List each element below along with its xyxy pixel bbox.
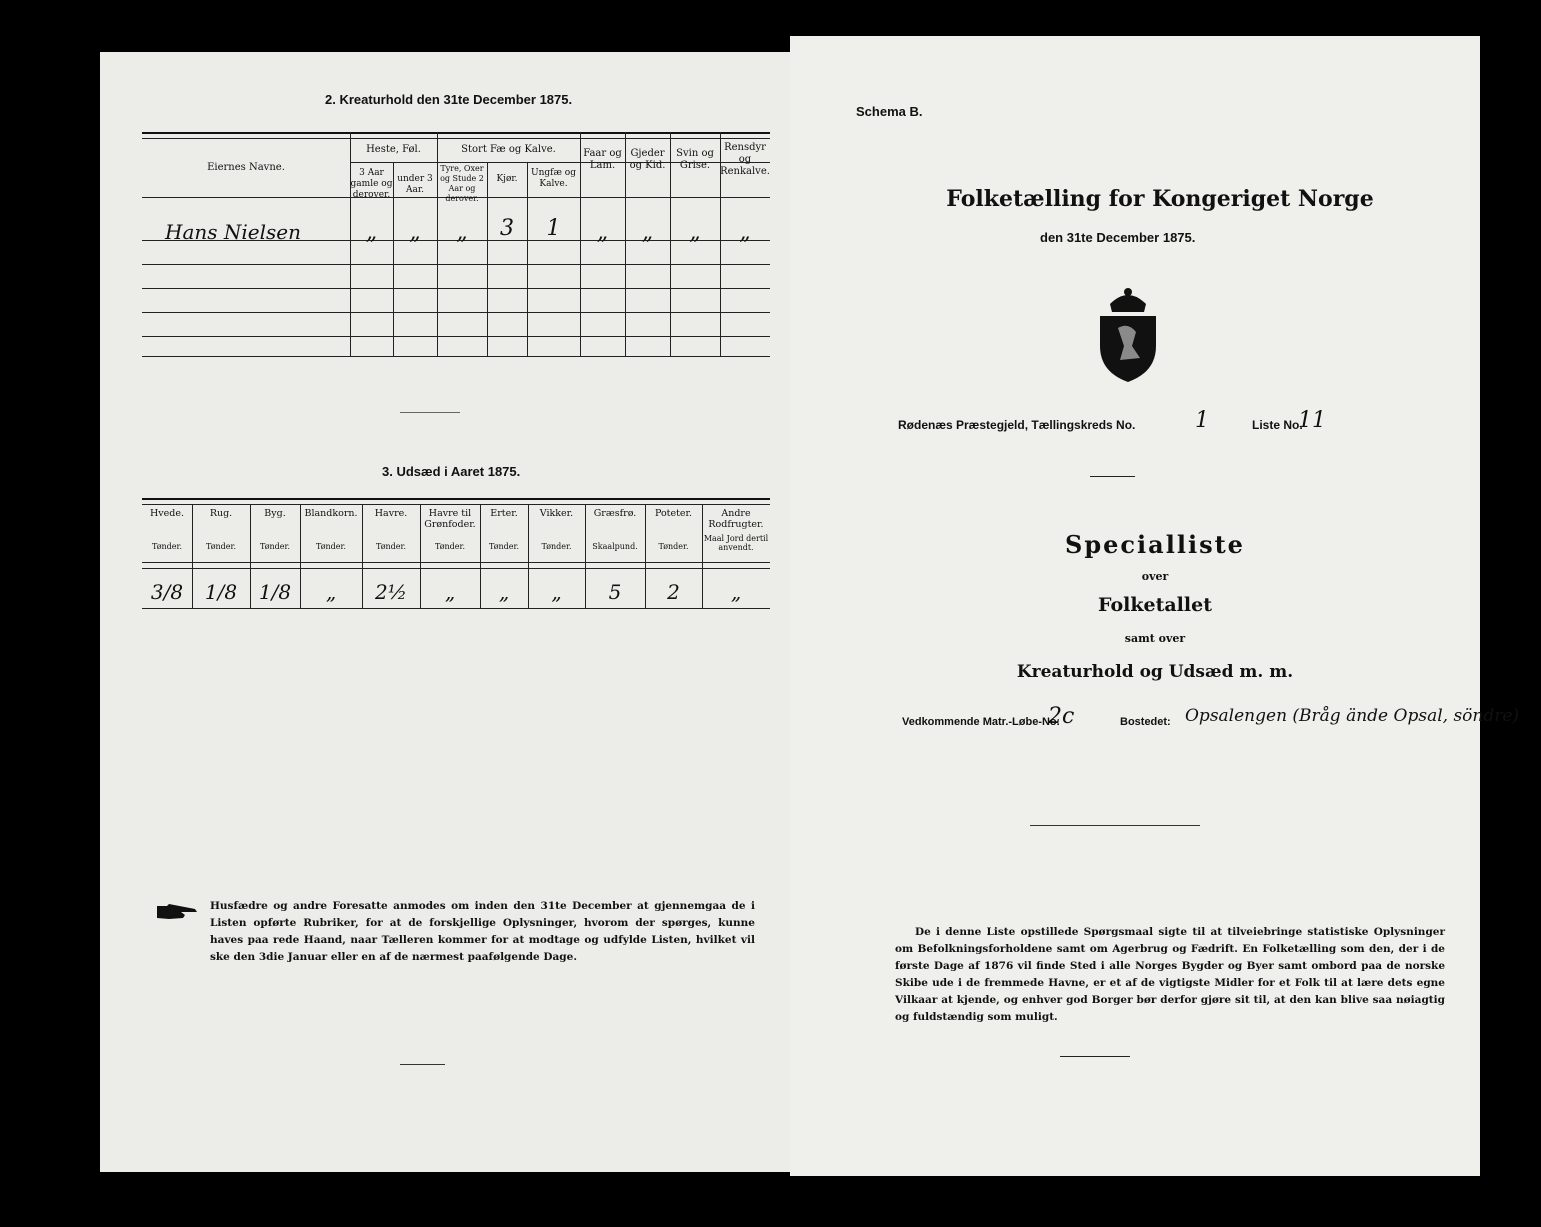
- schema-label: Schema B.: [856, 104, 923, 119]
- norwegian-coat-of-arms-icon: [1090, 284, 1166, 388]
- seed-header-3: Blandkorn.: [304, 508, 358, 519]
- seed-column-divider: [362, 504, 363, 608]
- seed-header-4: Havre.: [374, 508, 408, 519]
- seed-unit-5: Tønder.: [434, 542, 466, 551]
- seed-column-divider: [645, 504, 646, 608]
- seed-unit-10: Maal Jord dertil anvendt.: [703, 534, 769, 552]
- matr-label: Vedkommende Matr.-Løbe-No.: [902, 716, 1060, 728]
- notice-text: Husfædre og andre Foresatte anmodes om inden den 31te December at gjennemgaa de i Listen opførte Rubriker, for at de forskjellige Oplysninger, hvorom der spørges, kunne haves paa rede Haand, naar Tælleren kommer for at modtage og udfylde Listen, hvilket vil ske den 3die Januar eller en af de nærmest paafølgende Dage.: [210, 900, 755, 963]
- cattle-b-value: 3: [500, 216, 514, 241]
- owner-name: Hans Nielsen: [165, 220, 301, 244]
- seed-unit-3: Tønder.: [315, 542, 347, 551]
- horses-header: Heste, Føl.: [366, 144, 421, 155]
- divider: [400, 412, 460, 413]
- over-text: over: [1141, 570, 1169, 583]
- bostedet-label: Bostedet:: [1120, 716, 1171, 728]
- seed-value-9: 2: [667, 580, 680, 604]
- seed-unit-7: Tønder.: [541, 542, 572, 551]
- seed-header-7: Vikker.: [539, 508, 574, 519]
- parish-label: Rødenæs Præstegjeld, Tællingskreds No.: [898, 418, 1136, 432]
- bottom-divider: [1060, 1056, 1130, 1057]
- goats-header: Gjeder og Kid.: [629, 148, 666, 171]
- specialliste-heading: Specialliste: [1065, 530, 1245, 559]
- seed-column-divider: [702, 504, 703, 608]
- seed-column-divider: [585, 504, 586, 608]
- folketallet-heading: Folketallet: [1098, 594, 1212, 616]
- seed-header-2: Byg.: [264, 508, 286, 519]
- section2-title: 2. Kreaturhold den 31te December 1875.: [325, 92, 573, 107]
- divider: [1030, 825, 1200, 826]
- seed-value-5: „: [444, 580, 456, 604]
- seed-column-divider: [480, 504, 481, 608]
- intro-text: De i denne Liste opstillede Spørgsmaal sigte til at tilveiebringe statistiske Oplysninger om Befolkningsforholdene samt om Agerbrug og Fædrift. En Folketælling som den, der i de første Dage af 1876 vil finde Sted i alle Norges Bygder og Byer samt ombord paa de norske Skibe ude i de fremmede Havne, er et af de vigtigste Midler for et Folk til at lære dets egne Vilkaar at kjende, og enhver god Borger bør derfor gjøre sit til, at den kan blive saa nøiagtig og fuldstændig som muligt.: [895, 926, 1445, 1023]
- sheep-header: Faar og Lam.: [583, 148, 622, 171]
- divider: [1090, 476, 1135, 477]
- matr-number: 2c: [1048, 704, 1075, 729]
- seed-header-5: Havre til Grønfoder.: [424, 508, 476, 530]
- bostedet-value: Opsalengen (Bråg ände Opsal, söndre): [1185, 706, 1520, 726]
- seed-unit-9: Tønder.: [658, 542, 689, 551]
- cattle-c-value: 1: [546, 216, 561, 241]
- seed-value-7: „: [551, 580, 562, 604]
- main-title: Folketælling for Kongeriget Norge: [946, 186, 1374, 212]
- right-page: [790, 36, 1520, 1176]
- seed-column-divider: [528, 504, 529, 608]
- seed-value-1: 1/8: [204, 580, 238, 604]
- reindeer-header: Rensdyr og Renkalve.: [720, 142, 770, 177]
- horses-a-value: „: [365, 220, 378, 245]
- seed-value-4: 2½: [374, 580, 408, 604]
- census-date: den 31te December 1875.: [1040, 230, 1196, 245]
- district-number: 1: [1195, 408, 1209, 433]
- goats-value: „: [641, 220, 654, 245]
- reindeer-value: „: [739, 220, 751, 245]
- kreaturhold-heading: Kreaturhold og Udsæd m. m.: [1016, 662, 1294, 682]
- pointing-hand-icon: [155, 902, 201, 926]
- list-number: 11: [1298, 408, 1326, 433]
- seed-value-0: 3/8: [150, 580, 184, 604]
- cattle-a-value: „: [456, 220, 468, 245]
- seed-header-10: Andre Rodfrugter.: [708, 508, 764, 530]
- seed-unit-0: Tønder.: [151, 542, 183, 551]
- horses-b-header: under 3 Aar.: [397, 174, 433, 195]
- seed-value-3: „: [325, 580, 337, 604]
- seed-column-divider: [250, 504, 251, 608]
- seed-value-6: „: [498, 580, 510, 604]
- samt-over-text: samt over: [1124, 632, 1186, 645]
- left-page: [100, 52, 800, 1172]
- seed-value-10: „: [730, 580, 742, 604]
- seed-unit-6: Tønder.: [488, 542, 520, 551]
- pigs-value: „: [689, 220, 701, 245]
- seed-header-8: Græsfrø.: [593, 508, 637, 519]
- horses-a-header: 3 Aar gamle og derover.: [350, 168, 393, 200]
- seed-unit-2: Tønder.: [259, 542, 291, 551]
- owner-header: Eiernes Navne.: [207, 162, 285, 173]
- seed-unit-1: Tønder.: [205, 542, 237, 551]
- seed-header-9: Poteter.: [654, 508, 693, 519]
- cattle-c-header: Ungfæ og Kalve.: [531, 168, 576, 189]
- cattle-a-header: Tyre, Oxer og Stude 2 Aar og derover.: [440, 164, 484, 203]
- horses-b-value: „: [409, 220, 421, 245]
- seed-header-1: Rug.: [209, 508, 233, 519]
- seed-value-8: 5: [608, 580, 622, 604]
- seed-column-divider: [300, 504, 301, 608]
- list-label: Liste No.: [1252, 418, 1303, 432]
- seed-column-divider: [192, 504, 193, 608]
- cattle-header: Stort Fæ og Kalve.: [461, 144, 556, 155]
- section3-title: 3. Udsæd i Aaret 1875.: [382, 464, 521, 479]
- seed-unit-4: Tønder.: [375, 542, 407, 551]
- sheep-value: „: [596, 220, 609, 245]
- pigs-header: Svin og Grise.: [676, 148, 714, 171]
- seed-value-2: 1/8: [258, 580, 292, 604]
- seed-unit-8: Skaalpund.: [592, 542, 638, 551]
- seed-header-0: Hvede.: [150, 508, 184, 519]
- seed-header-6: Erter.: [490, 508, 518, 519]
- cattle-b-header: Kjør.: [496, 174, 518, 184]
- bottom-divider: [400, 1064, 445, 1065]
- seed-column-divider: [420, 504, 421, 608]
